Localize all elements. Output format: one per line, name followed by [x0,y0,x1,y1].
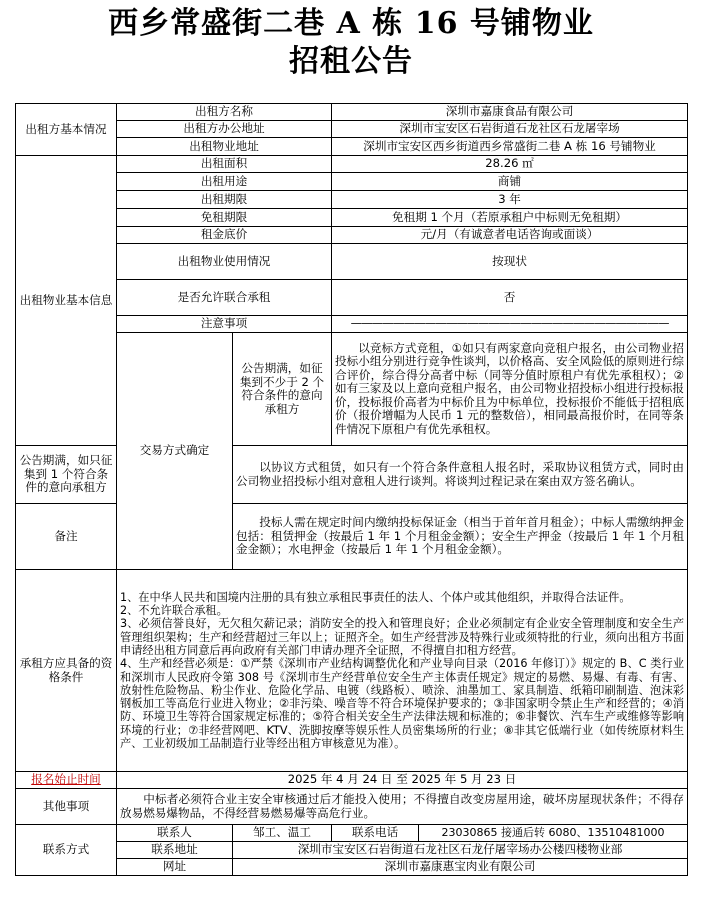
use-value: 商铺 [332,173,688,191]
contact-address-label: 联系地址 [117,842,233,859]
base-price-value: 元/月（有诚意者电话咨询或面谈） [332,227,688,244]
lessor-name-label: 出租方名称 [117,104,332,121]
area-label: 出租面积 [117,156,332,173]
property-address-value: 深圳市宝安区西乡街道西乡常盛街二巷 A 栋 16 号铺物业 [332,138,688,156]
notes-label: 注意事项 [117,316,332,333]
section-other: 其他事项 [16,789,117,825]
section-qualification: 承租方应具备的资格条件 [16,570,117,772]
rent-free-value: 免租期 1 个月（若原承租户中标则无免租期） [332,209,688,227]
section-contact: 联系方式 [16,825,117,876]
single-bidder-label: 公告期满，如只征集到 1 个符合条件的意向承租方 [16,446,117,504]
area-value: 28.26 ㎡ [332,156,688,173]
multi-bidder-label: 公告期满，如征集到不少于 2 个符合条件的意向承租方 [233,333,332,446]
term-value: 3 年 [332,191,688,209]
website-value: 深圳市嘉康惠宝肉业有限公司 [233,859,688,876]
page-title-line1: 西乡常盛街二巷 A 栋 16 号铺物业 [108,6,594,41]
contact-address-value: 深圳市宝安区石岩街道石龙社区石龙仔屠宰场办公楼四楼物业部 [233,842,688,859]
website-label: 网址 [117,859,233,876]
remark-text: 投标人需在规定时间内缴纳投标保证金（相当于首年首月租金）；中标人需缴纳押金包括：租赁押金（按最后 1 年 1 个月租金金额）；安全生产押金（按最后 1 年 1 个月租金金额）；水电押金（按最后 1 年 1 个月租金金额）。 [233,504,688,570]
lessor-office-label: 出租方办公地址 [117,121,332,138]
registration-period: 2025 年 4 月 24 日 至 2025 年 5 月 23 日 [117,772,688,789]
section-registration: 报名始止时间 [16,772,117,789]
section-property-info: 出租物业基本信息 [16,156,117,446]
joint-lease-value: 否 [332,280,688,316]
contact-phone-label: 联系电话 [332,825,419,842]
contact-person-value: 邹工、温工 [233,825,332,842]
use-label: 出租用途 [117,173,332,191]
base-price-label: 租金底价 [117,227,332,244]
single-bidder-text: 以协议方式租赁，如只有一个符合条件意租人报名时，采取协议租赁方式，同时由公司物业招投标小组对意租人进行谈判。将谈判过程记录在案由双方签名确认。 [233,446,688,504]
lessor-office-value: 深圳市宝安区石岩街道石龙社区石龙屠宰场 [332,121,688,138]
usage-label: 出租物业使用情况 [117,244,332,280]
contact-person-label: 联系人 [117,825,233,842]
property-address-label: 出租物业地址 [117,138,332,156]
section-lessor-info: 出租方基本情况 [16,104,117,156]
remark-label: 备注 [16,504,117,570]
notice-table [15,103,688,876]
contact-phone-value: 23030865 接通后转 6080、13510481000 [419,825,688,842]
usage-value: 按现状 [332,244,688,280]
rent-free-label: 免租期限 [117,209,332,227]
lessor-name-value: 深圳市嘉康食品有限公司 [332,104,688,121]
other-text: 中标者必须符合业主安全审核通过后才能投入使用；不得擅自改变房屋用途，破坏房屋现状条件；不得存放易燃易爆物品，不得经营易燃易爆等高危行业。 [117,789,688,825]
notes-value: —————————————————————————————— [332,316,688,333]
qualification-text: 1、在中华人民共和国境内注册的具有独立承租民事责任的法人、个体户或其他组织，并取得合法证件。 2、不允许联合承租。 3、必须信誉良好，无欠租欠薪记录；消防安全的投入和管理良好；企业必须制定有企业安全管理制度和安全生产管理组织架构；生产和经营超过三年以上；证照齐全。如生产经营涉及特殊行业或须特批的行业，须向出租方书面申请经出租方同意后再向政府有关部门申请办理齐全证照，不得擅自扣租方经营。 4、生产和经营必须是：①严禁《深圳市产业结构调整优化和产业导向目录（2016 年修订）》规定的 B、C 类行业和深圳市人民政府令第 308 号《深圳市生产经营单位安全生产主体责任规定》规定的易燃、易爆、有毒、有害、放射性危险物品、粉尘作业、危险化学品、电镀（线路板）、喷涂、油墨加工、家具制造、纸箱印刷制造、泡沫彩钢板加工等高危行业进入物业；②非污染、噪音等不符合环境保护要求的；③非国家明令禁止生产和经营的；④消防、环境卫生等符合国家规定标准的；⑤符合相关安全生产法律法规和标准的；⑥非餐饮、汽车生产或维修等影响环境的行业；⑦非经营网吧、KTV、洗脚按摩等娱乐性人员密集场所的行业；⑧非其它低端行业（如传统原材料生产、工业初级加工品制造行业等经出租方审核意见为准）。 [117,570,688,772]
joint-lease-label: 是否允许联合承租 [117,280,332,316]
section-transaction: 交易方式确定 [117,333,233,570]
multi-bidder-text: 以竞标方式竞租，①如只有两家意向竞租户报名，由公司物业招投标小组分别进行竞争性谈判，以价格高、安全风险低的原则进行综合评价，综合得分高者中标（同等分值时原租户有优先承租权）；②如有三家及以上意向竞租户报名，由公司物业招投标小组进行投标报价，投标报价高者为中标价且为中标单位，投标报价不能低于招租底价（报价增幅为人民币 1 元的整数倍），相同最高报价时，在同等条件情况下原租户有优先承租权。 [332,333,688,446]
page-title-line2: 招租公告 [289,44,413,79]
term-label: 出租期限 [117,191,332,209]
